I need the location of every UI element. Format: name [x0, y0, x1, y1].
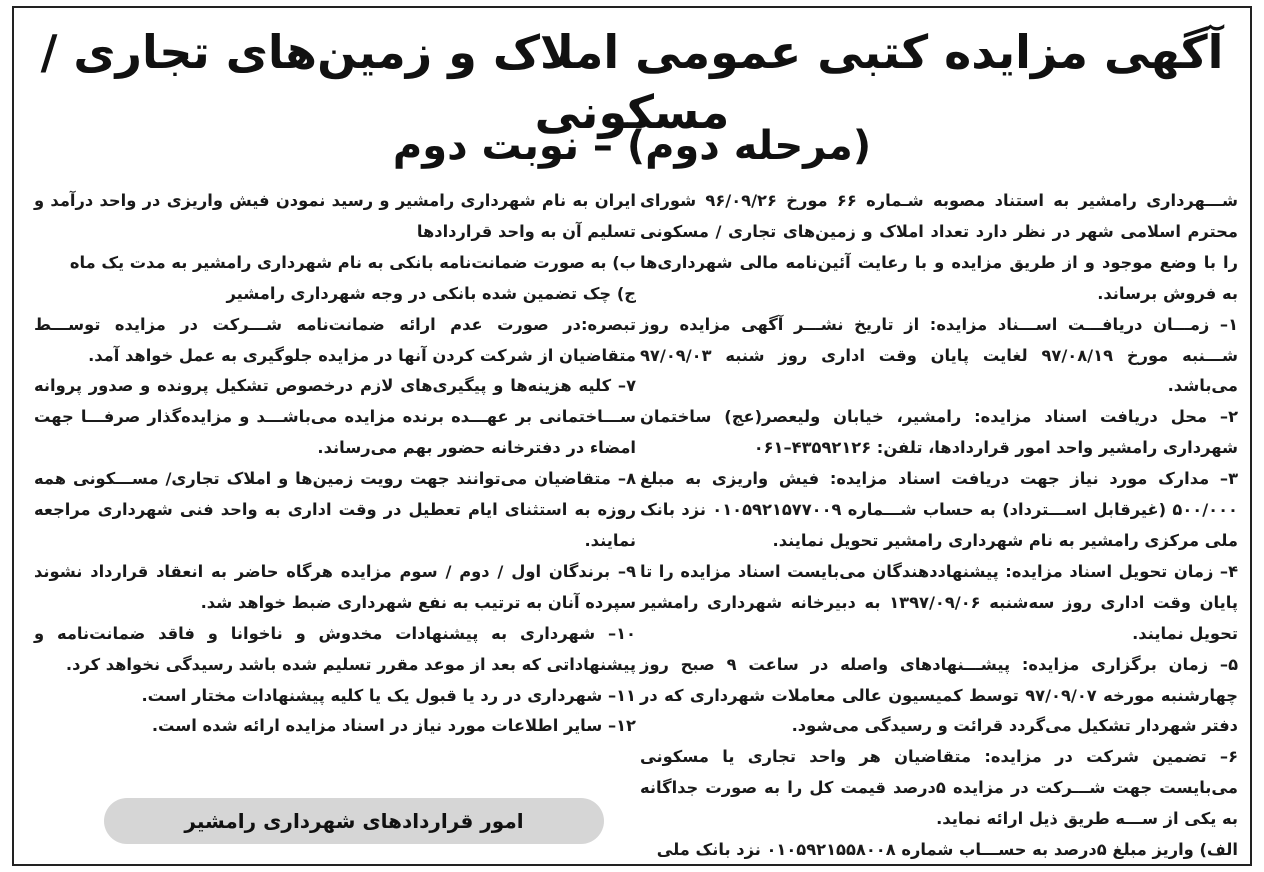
advertisement-page	[12, 6, 1252, 866]
ad-subtitle: (مرحله دوم) – نوبت دوم	[392, 123, 872, 169]
clause-1: ۱– زمـــان دریافـــت اســـناد مزایده: از تاریخ نشـــر آگهی مزایده روز شـــنبه مورخ ۹۷/۰۸/۱۹ لغایت پایان وقت اداری روز شنبه ۹۷/۰۹/۰۳ می‌باشد.	[640, 314, 1238, 396]
clause-5: ۵– زمان برگزاری مزایده: پیشـــنهادهای واصله در ساعت ۹ صبح روز چهارشنبه مورخه ۹۷/۰۹/۰۷ توسط کمیسیون عالی معاملات شهرداری که در دفتر شهردار تشکیل می‌گردد قرائت و رسیدگی می‌شود.	[640, 654, 1238, 736]
clause-6a: الف) واریز مبلغ ۵درصد به حســـاب شماره ۰۱۰۵۹۲۱۵۵۸۰۰۸ نزد بانک ملی	[656, 840, 1238, 860]
clause-6a-continued: ایران به نام شهرداری رامشیر و رسید نمودن فیش واریزی در واحد درآمد و تسلیم آن به واحد قراردادها	[34, 191, 636, 241]
left-column	[34, 186, 636, 742]
right-column	[640, 186, 1238, 866]
clause-6c: ج) چک تضمین شده بانکی در وجه شهرداری رامشیر	[226, 283, 636, 303]
clause-2: ۲– محل دریافت اسناد مزایده: رامشیر، خیابان ولیعصر(عج) ساختمان شهرداری رامشیر واحد امور قراردادها، تلفن: ۴۳۵۹۲۱۲۶–۰۶۱	[640, 407, 1238, 458]
note-text: در صورت عدم ارائه ضمانت‌نامه شـــرکت در مزایده توســـط متقاضیان از شرکت کردن آنها در مزایده جلوگیری به عمل خواهد آمد.	[34, 314, 636, 365]
ad-title: آگهی مزایده کتبی عمومی املاک و زمین‌های تجاری / مسکونی	[40, 25, 1224, 139]
intro-paragraph: شـــهرداری رامشیر به استناد مصوبه شـماره ۶۶ مورخ ۹۶/۰۹/۲۶ شورای محترم اسلامی شهر در نظر دارد تعداد املاک و زمین‌های تجاری / مسکونی را با وضع موجود و از طریق مزایده و با رعایت آئین‌نامه مالی شهرداری‌ها به فروش برساند.	[640, 191, 1239, 303]
clause-10: ۱۰– شهرداری به پیشنهادات مخدوش و ناخوانا و فاقد ضمانت‌نامه و پیشنهاداتی که بعد از موعد مقرر تسلیم شده باشد رسیدگی نخواهد کرد.	[34, 623, 636, 674]
clause-8: ۸– متقاضیان می‌توانند جهت رویت زمین‌ها و املاک تجاری/ مســـکونی همه روزه به استثنای ایام تعطیل در وقت اداری به واحد فنی شهرداری مراجعه نمایند.	[34, 469, 636, 550]
note-paragraph	[34, 310, 636, 372]
signature-box: امور قراردادهای شهرداری رامشیر	[104, 798, 604, 844]
clause-11: ۱۱– شهرداری در رد یا قبول یک یا کلیه پیشنهادات مختار است.	[141, 685, 636, 705]
clause-4: ۴– زمان تحویل اسناد مزایده: پیشنهاددهندگان می‌بایست اسناد مزایده را تا پایان وقت اداری روز سه‌شنبه ۱۳۹۷/۰۹/۰۶ به دبیرخانه شهرداری رامشیر تحویل نمایند.	[640, 561, 1239, 643]
clause-12: ۱۲– سایر اطلاعات مورد نیاز در اسناد مزایده ارائه شده است.	[151, 716, 636, 736]
clause-9: ۹– برندگان اول / دوم / سوم مزایده هرگاه حاضر به انعقاد قرارداد نشوند سپرده آنان به ترتیب به نفع شهرداری ضبط خواهد شد.	[34, 561, 636, 612]
clause-6: ۶– تضمین شرکت در مزایده: متقاضیان هر واحد تجاری یا مسکونی می‌بایست جهت شـــرکت در مزایده ۵درصد قیمت کل را به صورت جداگانه به یکی از ســـه طریق ذیل ارائه نماید.	[640, 747, 1238, 829]
clause-3: ۳– مدارک مورد نیاز جهت دریافت اسناد مزایده: فیش واریزی به مبلغ ۵۰۰/۰۰۰ (غیرقابل اســـترداد) به حساب شـــماره ۰۱۰۵۹۲۱۵۷۷۰۰۹ نزد بانک ملی مرکزی رامشیر به نام شهرداری رامشیر تحویل نمایند.	[640, 469, 1238, 550]
clause-7: ۷– کلیه هزینه‌ها و پیگیری‌های لازم درخصوص تشکیل پرونده و صدور پروانه ســـاختمانی بر عهـــده برنده مزایده می‌باشـــد و مزایده‌گذار صرفـــا جهت امضاء در دفترخانه حضور بهم می‌رساند.	[34, 376, 636, 458]
clause-6b: ب) به صورت ضمانت‌نامه بانکی به نام شهرداری رامشیر به مدت یک ماه	[69, 252, 636, 272]
note-label: تبصره:	[580, 314, 636, 334]
